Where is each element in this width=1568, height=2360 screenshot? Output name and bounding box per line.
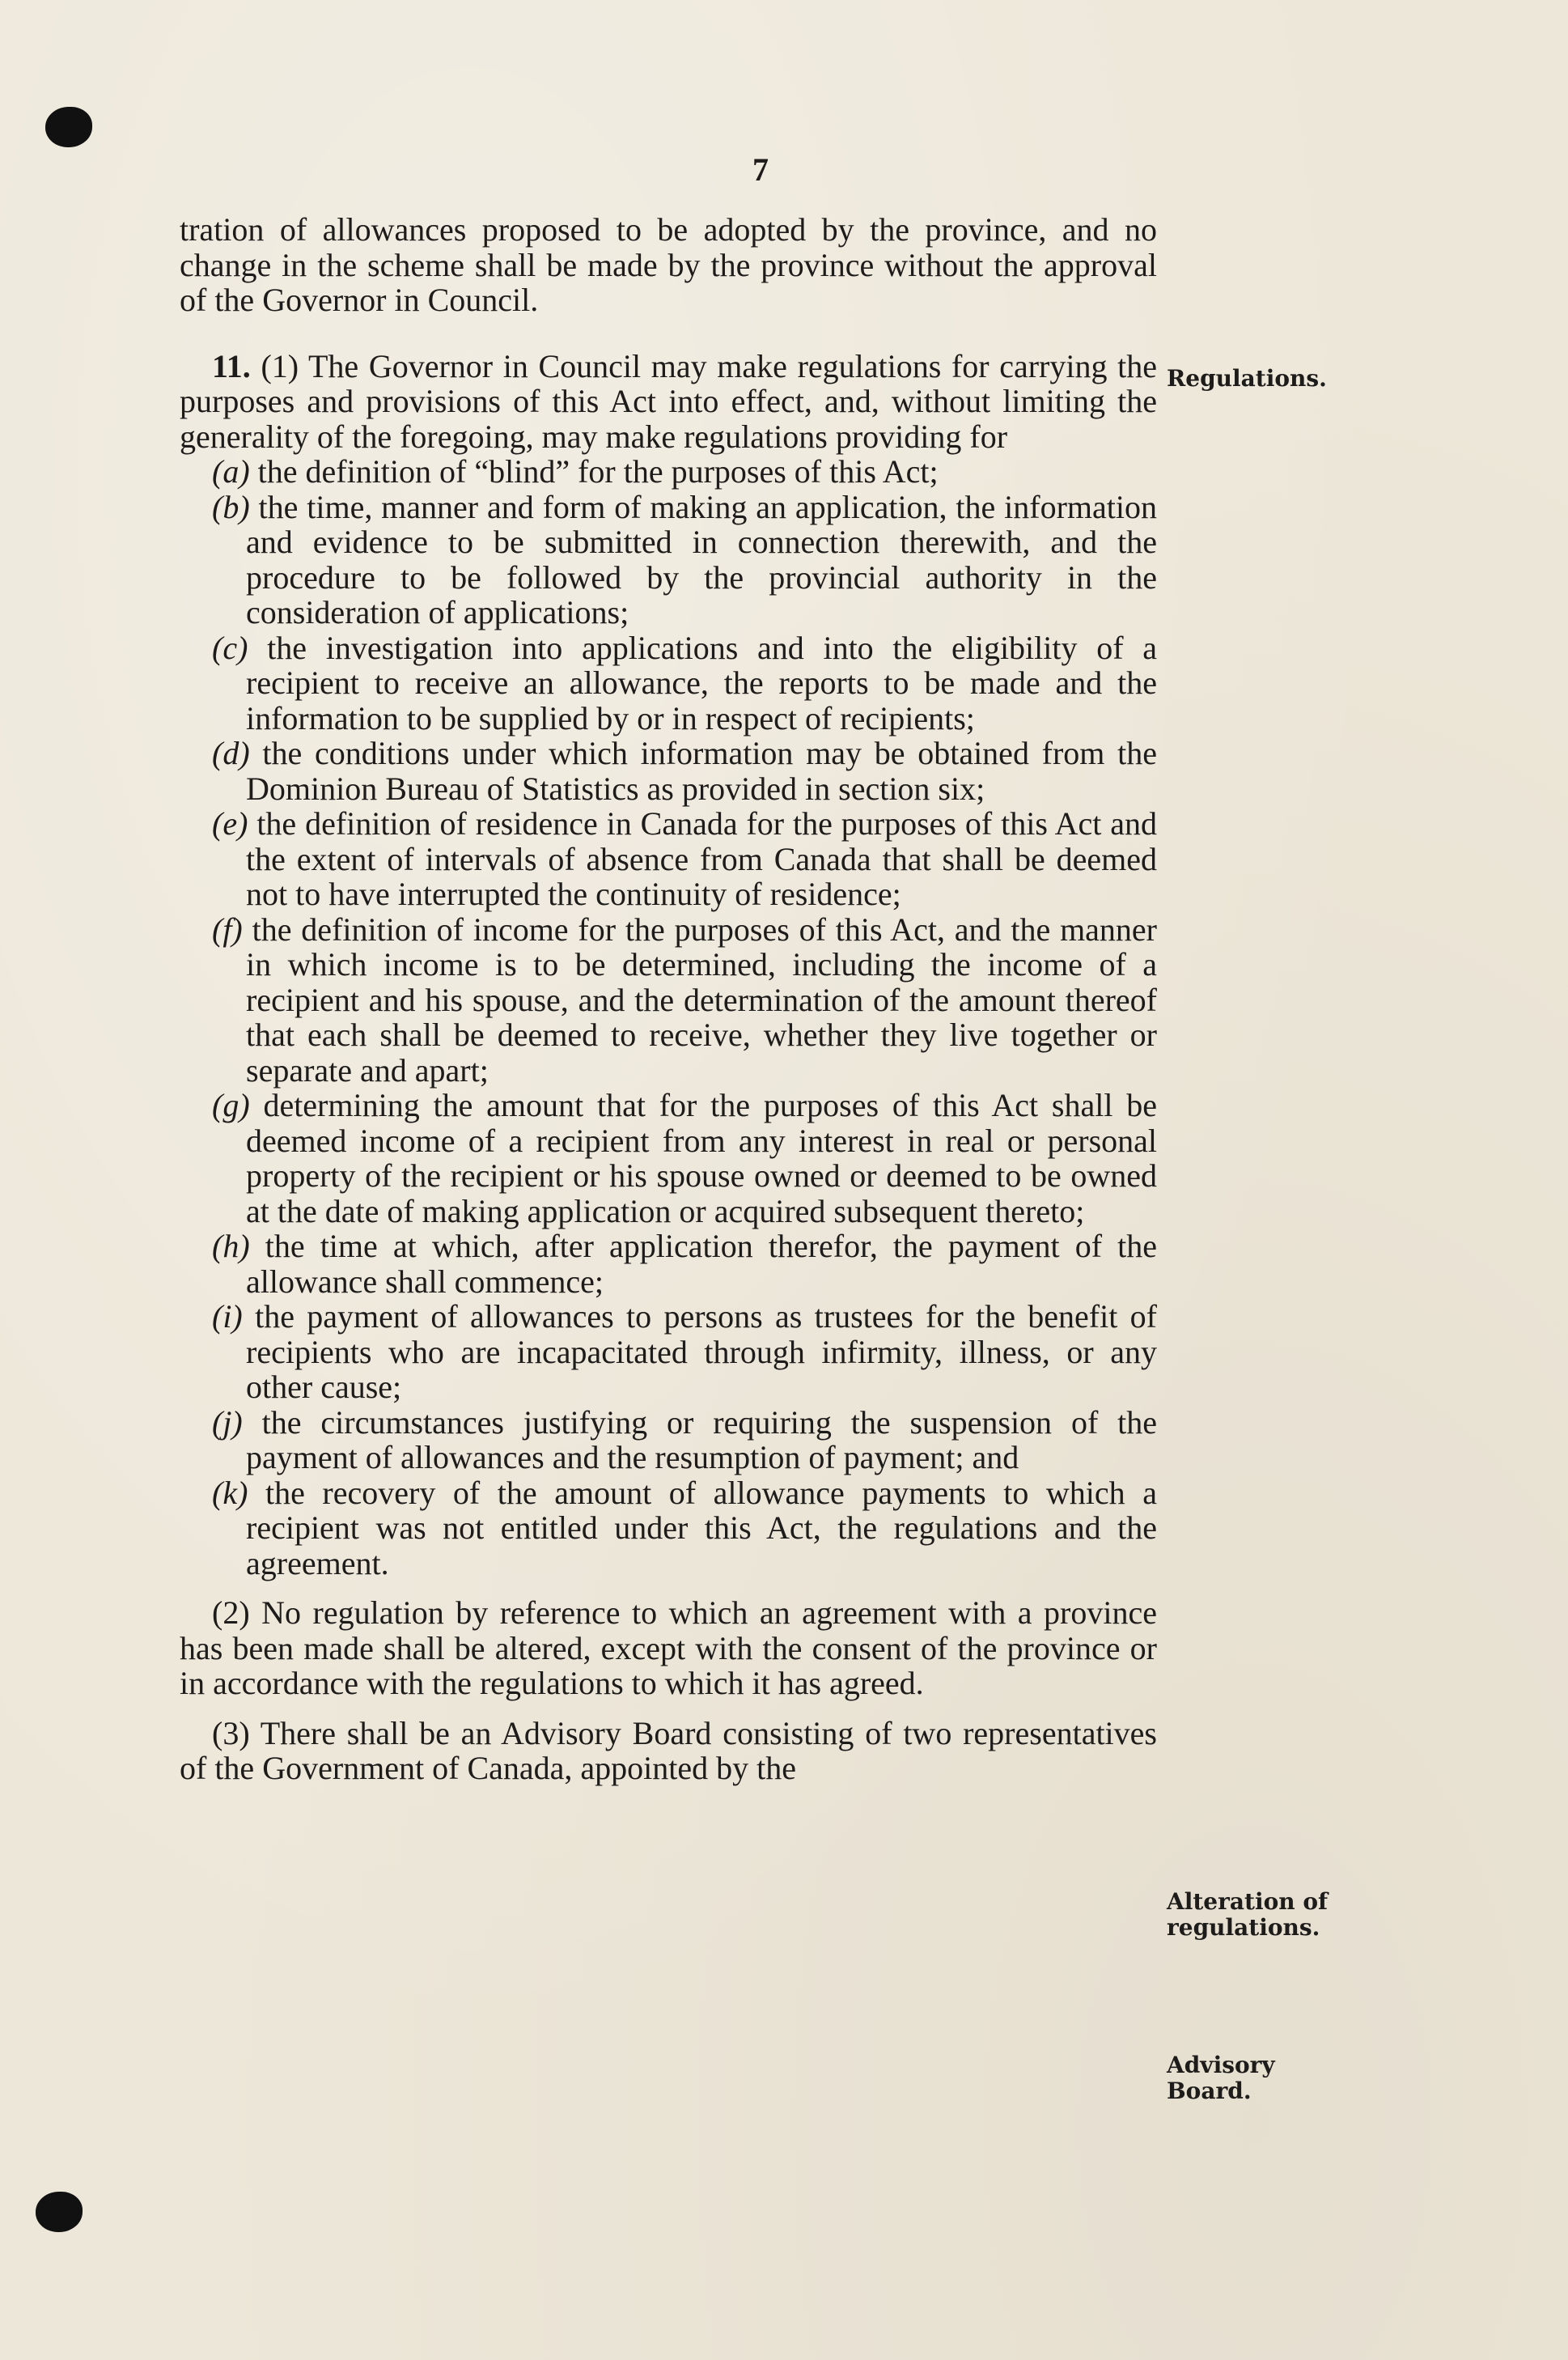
- list-item-g: (g) determining the amount that for the purposes of this Act shall be deemed income of a recipient from any interest in real or personal property of the recipient or his spouse owned or deemed to be owned at the date of making application or acquired subsequent thereto;: [212, 1087, 1157, 1229]
- section-11-paragraph: [180, 349, 1157, 455]
- list-item-a: (a) the definition of “blind” for the purposes of this Act;: [212, 453, 939, 490]
- margin-note-regulations: Regulations.: [1167, 365, 1327, 392]
- punch-hole-top: [45, 107, 92, 147]
- list-item-b: (b) the time, manner and form of making an application, the information and evidence to be submitted in connection therewith, and the procedure to be followed by the provincial authority in the consideration of applications;: [212, 488, 1157, 630]
- page-number: 7: [752, 151, 769, 188]
- subsection-3-paragraph: (3) There shall be an Advisory Board consisting of two representatives of the Government of Canada, appointed by the: [180, 1714, 1157, 1786]
- list-item-c: (c) the investigation into applications and into the eligibility of a recipient to receive an allowance, the reports to be made and the information to be supplied by or in respect of recipients;: [212, 629, 1158, 736]
- list-item-f: (f) the definition of income for the purposes of this Act, and the manner in which income is to be determined, including the income of a recipient and his spouse, and the determination of the amount thereof that each shall be deemed to receive, whether they live together or separate and apart;: [212, 910, 1158, 1089]
- margin-note-advisory: Advisory Board.: [1167, 2052, 1275, 2104]
- punch-hole-bottom: [36, 2192, 83, 2232]
- list-item-e: (e) the definition of residence in Canada for the purposes of this Act and the extent of intervals of absence from Canada that shall be deemed not to have interrupted the continuity of residence;: [212, 805, 1158, 912]
- list-item-i: (i) the payment of allowances to persons as trustees for the benefit of recipients who are incapacitated through infirmity, illness, or any other cause;: [212, 1298, 1158, 1405]
- intro-paragraph: tration of allowances proposed to be adopted by the province, and no change in the scheme shall be made by the province without the approval of the Governor in Council.: [180, 211, 1157, 318]
- margin-note-alteration: Alteration of regulations.: [1167, 1888, 1329, 1941]
- section-number: 11.: [212, 347, 251, 384]
- list-item-d: (d) the conditions under which information may be obtained from the Dominion Bureau of Statistics as provided in section six;: [212, 735, 1157, 807]
- subsection-2-paragraph: (2) No regulation by reference to which an agreement with a province has been made shall be altered, except with the consent of the province or in accordance with the regulations to which it has agreed.: [180, 1594, 1157, 1701]
- list-item-j: (j) the circumstances justifying or requiring the suspension of the payment of allowances and the resumption of payment; and: [212, 1403, 1158, 1475]
- section-11-text: (1) The Governor in Council may make regulations for carrying the purposes and provisions of this Act into effect, and, without limiting the generality of the foregoing, may make regulations providing for: [180, 347, 1157, 455]
- list-item-h: (h) the time at which, after application therefor, the payment of the allowance shall commence;: [212, 1228, 1157, 1300]
- body-text: [180, 212, 1157, 1786]
- list-item-k: (k) the recovery of the amount of allowance payments to which a recipient was not entitled under this Act, the regulations and the agreement.: [212, 1474, 1158, 1581]
